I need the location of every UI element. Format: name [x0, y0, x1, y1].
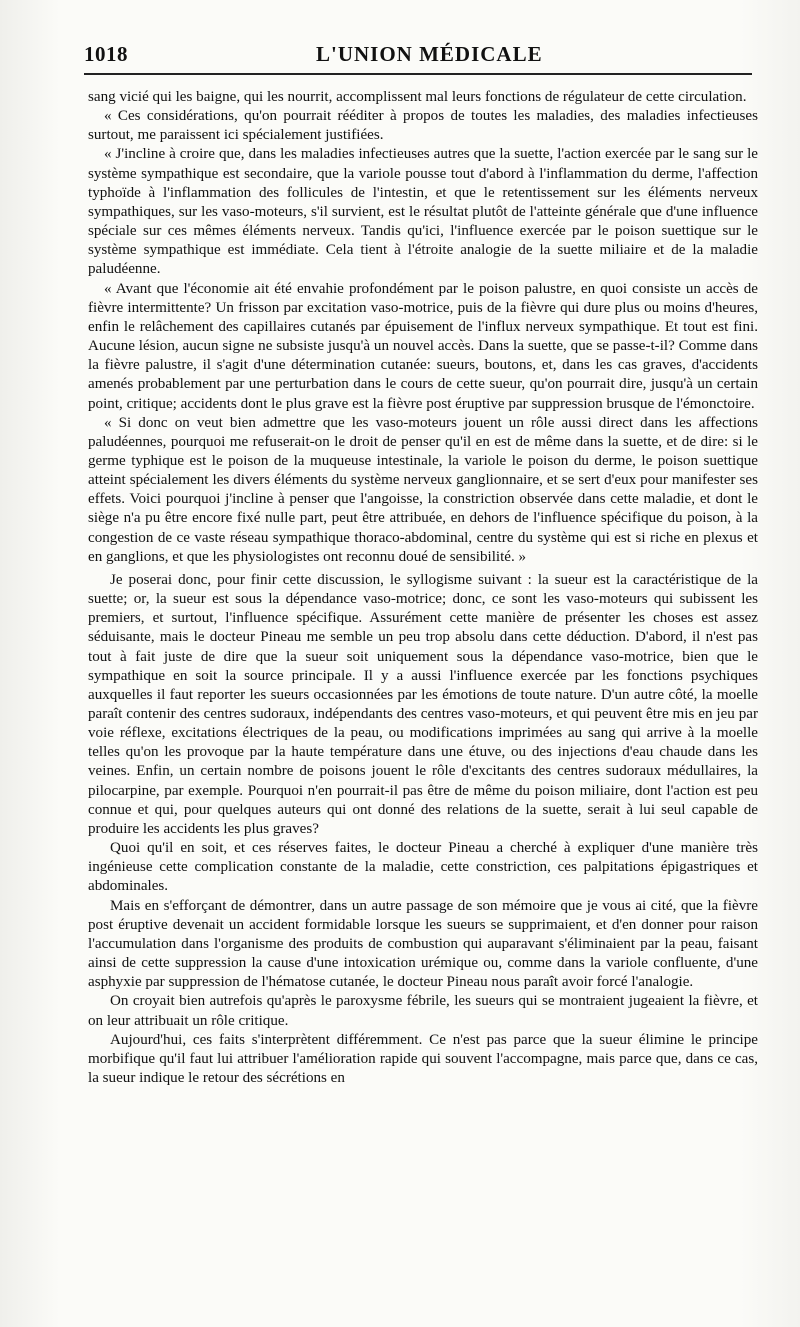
main-text: [88, 571, 758, 1088]
paragraph: Aujourd'hui, ces faits s'interprètent différemment. Ce n'est pas parce que la sueur élimine le principe morbifique qu'il faut lui attribuer l'amélioration rapide qui souvent l'accompagne, mais parce que, dans ce cas, la sueur indique le retour des sécrétions en: [88, 1031, 758, 1086]
article-body: [88, 88, 758, 1088]
paragraph: « J'incline à croire que, dans les maladies infectieuses autres que la suette, l'action exercée par le sang sur le système sympathique est secondaire, que la variole pousse tout d'abord à l'inflammation du derme, l'affection typhoïde à l'inflammation des follicules de l'intestin, et que le retentissement sur les éléments nerveux sympathiques, sur les vaso-moteurs, s'il survient, est le résultat plutôt de l'atteinte générale que d'une influence spéciale sur ces mêmes éléments nerveux. Tandis qu'ici, l'influence exercée par le poison suettique sur le système sympathique est immédiate. Cela tient à l'étroite analogie de la suette miliaire et de la maladie paludéenne.: [88, 146, 758, 278]
paragraph: On croyait bien autrefois qu'après le paroxysme fébrile, les sueurs qui se montraient jugeaient la fièvre, et on leur attribuait un rôle critique.: [88, 993, 758, 1029]
paragraph: Mais en s'efforçant de démontrer, dans un autre passage de son mémoire que je vous ai cité, que la fièvre post éruptive devenait un accident formidable lorsque les sueurs se supprimaient, et d'en donner pour raison l'accumulation dans l'organisme des produits de combustion qui auparavant s'éliminaient par la peau, faisant ainsi de cette suppression la cause d'une intoxication urémique ou, comme dans la variole confluente, d'une asphyxie par suppression de l'hématose cutanée, le docteur Pineau nous paraît avoir forcé l'analogie.: [88, 897, 758, 991]
header-rule: [84, 73, 752, 75]
paragraph: « Si donc on veut bien admettre que les vaso-moteurs jouent un rôle aussi direct dans les affections paludéennes, pourquoi me refuserait-on le droit de penser qu'il en est de même dans la suette, et de dire: si le germe typhique est le poison de la muqueuse intestinale, la variole le poison du derme, le poison suettique atteint spécialement les divers éléments du système nerveux ganglionnaire, et se sert d'eux pour manifester ses effets. Voici pourquoi j'incline à penser que l'angoisse, la constriction observée dans cette maladie, et dont le siège n'a pu être encore fixé nulle part, peut être attribuée, en dehors de l'influence spécifique du poison, à la congestion de ce vaste réseau sympathique thoraco-abdominal, centre du système qui est si riche en plexus et en ganglions, et que les physiologistes ont reconnu doué de sensibilité. »: [88, 414, 758, 565]
page-number: 1018: [84, 42, 128, 66]
running-title: L'UNION MÉDICALE: [316, 42, 543, 66]
paragraph: « Avant que l'économie ait été envahie profondément par le poison palustre, en quoi consiste un accès de fièvre intermittente? Un frisson par excitation vaso-motrice, puis de la fièvre qui dure plus ou moins d'heures, enfin le relâchement des capillaires cutanés par épuisement de l'influx nerveux sympathique. Et tout est fini. Aucune lésion, aucun signe ne subsiste jusqu'à un nouvel accès. Dans la suette, que se passe-t-il? Comme dans la fièvre palustre, il s'agit d'une détermination cutanée: sueurs, boutons, et, dans les cas graves, d'accidents amenés probablement par une perturbation dans le cours de cette sueur, qu'on pourrait dire, jusqu'à un certain point, critique; accidents dont le plus grave est la fièvre post éruptive par suppression brusque de l'émonctoire.: [88, 280, 758, 412]
paragraph: Quoi qu'il en soit, et ces réserves faites, le docteur Pineau a cherché à expliquer d'une manière très ingénieuse cette complication constante de la maladie, cette constriction, ces palpitations épigastriques et abdominales.: [88, 840, 758, 895]
quoted-passage: [88, 88, 758, 567]
paragraph: Je poserai donc, pour finir cette discussion, le syllogisme suivant : la sueur est la caractéristique de la suette; or, la sueur est sous la dépendance vaso-motrice; donc, ce sont les vaso-moteurs qui subissent les premiers, et surtout, l'influence spécifique. Assurément cette manière de présenter les choses est assez séduisante, mais le docteur Pineau me semble un peu trop absolu dans cette déduction. D'abord, il n'est pas tout à fait juste de dire que la sueur soit uniquement sous la dépendance vaso-motrice, bien que le sympathique en soit la source principale. Il y a aussi l'influence exercée par les fonctions psychiques auxquelles il faut reporter les sueurs occasionnées par les émotions de toute nature. D'un autre côté, la moelle paraît contenir des centres sudoraux, indépendants des centres vaso-moteurs, et qui peuvent être mis en jeu par voie réflexe, excitations électriques de la peau, ou modifications imprimées au sang qui arrive à la moelle telles qu'on les provoque par la haute température dans une étuve, ou des injections d'eau chaude dans les veines. Enfin, un certain nombre de poisons jouent le rôle d'excitants des centres sudoraux médullaires, la pilocarpine, par exemple. Pourquoi n'en pourrait-il pas être de même du poison miliaire, dont l'action est peu connue et qui, pour quelques auteurs qui ont donné des relations de la suette, serait à lui seul capable de produire les accidents les plus graves?: [88, 571, 758, 837]
paragraph: sang vicié qui les baigne, qui les nourrit, accomplissent mal leurs fonctions de régulateur de cette circulation.: [88, 89, 747, 105]
page-header: [84, 38, 752, 68]
paragraph: « Ces considérations, qu'on pourrait rééditer à propos de toutes les maladies, des maladies infectieuses surtout, me paraissent ici spécialement justifiées.: [88, 108, 758, 144]
